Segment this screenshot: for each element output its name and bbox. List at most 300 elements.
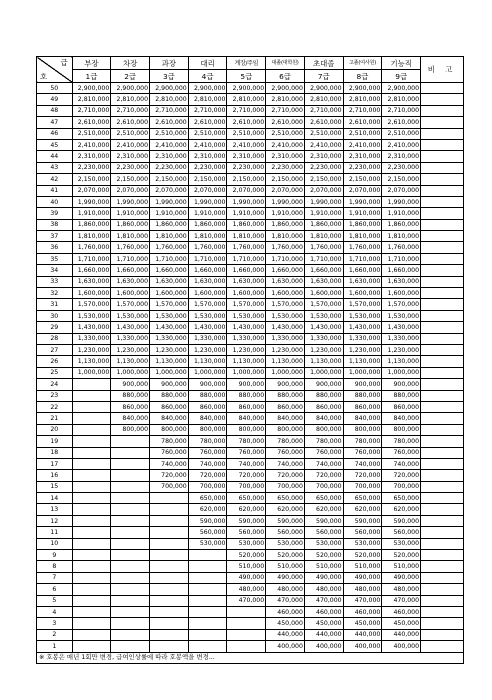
salary-cell-grade-8: 2,070,000	[343, 185, 382, 196]
salary-cell-grade-1: 2,230,000	[72, 162, 111, 173]
step-number-cell: 41	[37, 185, 73, 196]
salary-cell-grade-2: 1,530,000	[111, 310, 150, 321]
table-row	[37, 231, 464, 242]
step-number-cell: 35	[37, 253, 73, 264]
step-number-cell: 7	[37, 572, 73, 583]
salary-cell-grade-5: 1,660,000	[227, 265, 266, 276]
salary-cell-grade-2: 1,660,000	[111, 265, 150, 276]
table-row	[37, 618, 464, 629]
salary-cell-grade-1: 2,070,000	[72, 185, 111, 196]
salary-cell-grade-2: 2,710,000	[111, 105, 150, 116]
salary-cell-grade-8: 490,000	[343, 572, 382, 583]
salary-cell-grade-2	[111, 595, 150, 606]
salary-cell-grade-1: 1,990,000	[72, 196, 111, 207]
table-row	[37, 550, 464, 561]
table-row	[37, 572, 464, 583]
salary-cell-grade-7: 1,230,000	[304, 344, 343, 355]
salary-cell-grade-3	[150, 606, 189, 617]
salary-cell-grade-3: 1,760,000	[150, 242, 189, 253]
salary-cell-grade-2: 1,810,000	[111, 231, 150, 242]
salary-cell-grade-5: 860,000	[227, 401, 266, 412]
salary-cell-grade-3	[150, 504, 189, 515]
salary-cell-grade-6: 400,000	[266, 641, 305, 652]
salary-cell-grade-1	[72, 606, 111, 617]
salary-cell-grade-4: 1,600,000	[188, 288, 227, 299]
remarks-cell	[421, 367, 464, 378]
salary-cell-grade-5: 840,000	[227, 413, 266, 424]
remarks-cell	[421, 231, 464, 242]
salary-cell-grade-4: 780,000	[188, 436, 227, 447]
salary-cell-grade-9: 460,000	[382, 606, 421, 617]
grade-header-3: 3급	[150, 70, 189, 83]
salary-cell-grade-4: 860,000	[188, 401, 227, 412]
salary-cell-grade-2: 2,070,000	[111, 185, 150, 196]
salary-cell-grade-6: 740,000	[266, 458, 305, 469]
salary-cell-grade-5	[227, 618, 266, 629]
salary-cell-grade-8: 400,000	[343, 641, 382, 652]
salary-cell-grade-9: 1,130,000	[382, 356, 421, 367]
remarks-cell	[421, 527, 464, 538]
salary-cell-grade-9: 1,760,000	[382, 242, 421, 253]
salary-cell-grade-5: 1,000,000	[227, 367, 266, 378]
step-number-cell: 5	[37, 595, 73, 606]
salary-cell-grade-9: 1,810,000	[382, 231, 421, 242]
salary-cell-grade-6: 650,000	[266, 493, 305, 504]
table-row	[37, 367, 464, 378]
step-number-cell: 31	[37, 299, 73, 310]
salary-cell-grade-3: 1,910,000	[150, 208, 189, 219]
salary-cell-grade-8: 2,150,000	[343, 174, 382, 185]
salary-cell-grade-2: 1,630,000	[111, 276, 150, 287]
grade-header-4: 4급	[188, 70, 227, 83]
salary-cell-grade-1	[72, 595, 111, 606]
salary-cell-grade-6: 860,000	[266, 401, 305, 412]
salary-cell-grade-2	[111, 470, 150, 481]
salary-cell-grade-5: 1,130,000	[227, 356, 266, 367]
salary-cell-grade-7: 1,910,000	[304, 208, 343, 219]
salary-cell-grade-1	[72, 504, 111, 515]
remarks-cell	[421, 288, 464, 299]
salary-cell-grade-8: 880,000	[343, 390, 382, 401]
salary-cell-grade-1: 1,710,000	[72, 253, 111, 264]
step-number-cell: 10	[37, 538, 73, 549]
salary-cell-grade-7: 2,310,000	[304, 151, 343, 162]
salary-cell-grade-8: 720,000	[343, 470, 382, 481]
salary-cell-grade-9: 2,900,000	[382, 83, 421, 94]
salary-cell-grade-3	[150, 584, 189, 595]
salary-cell-grade-2	[111, 641, 150, 652]
salary-cell-grade-4: 1,430,000	[188, 322, 227, 333]
table-row	[37, 493, 464, 504]
salary-cell-grade-7: 650,000	[304, 493, 343, 504]
salary-cell-grade-3	[150, 561, 189, 572]
salary-cell-grade-6: 760,000	[266, 447, 305, 458]
salary-cell-grade-9: 840,000	[382, 413, 421, 424]
remarks-cell	[421, 618, 464, 629]
salary-cell-grade-6: 1,130,000	[266, 356, 305, 367]
salary-cell-grade-8: 2,310,000	[343, 151, 382, 162]
table-row	[37, 219, 464, 230]
salary-cell-grade-2	[111, 515, 150, 526]
salary-cell-grade-4: 2,900,000	[188, 83, 227, 94]
position-header-2: 차장	[111, 57, 150, 70]
salary-cell-grade-1	[72, 561, 111, 572]
step-number-cell: 13	[37, 504, 73, 515]
salary-cell-grade-6: 2,310,000	[266, 151, 305, 162]
salary-cell-grade-5: 2,810,000	[227, 94, 266, 105]
grade-header-6: 6급	[266, 70, 305, 83]
salary-cell-grade-7: 560,000	[304, 527, 343, 538]
salary-cell-grade-5: 720,000	[227, 470, 266, 481]
salary-cell-grade-1	[72, 458, 111, 469]
salary-cell-grade-6: 1,630,000	[266, 276, 305, 287]
salary-cell-grade-3: 1,710,000	[150, 253, 189, 264]
salary-cell-grade-8: 1,330,000	[343, 333, 382, 344]
salary-cell-grade-1	[72, 436, 111, 447]
table-row	[37, 390, 464, 401]
salary-cell-grade-6: 1,760,000	[266, 242, 305, 253]
salary-cell-grade-1	[72, 413, 111, 424]
salary-cell-grade-7: 460,000	[304, 606, 343, 617]
salary-cell-grade-6: 2,510,000	[266, 128, 305, 139]
salary-cell-grade-9: 1,430,000	[382, 322, 421, 333]
salary-cell-grade-6: 480,000	[266, 584, 305, 595]
salary-cell-grade-5: 1,910,000	[227, 208, 266, 219]
salary-cell-grade-6: 1,600,000	[266, 288, 305, 299]
salary-cell-grade-2	[111, 606, 150, 617]
salary-cell-grade-7: 880,000	[304, 390, 343, 401]
salary-cell-grade-1	[72, 538, 111, 549]
salary-cell-grade-1	[72, 401, 111, 412]
grade-step-corner-header	[37, 57, 73, 83]
salary-cell-grade-2: 1,990,000	[111, 196, 150, 207]
salary-cell-grade-5: 760,000	[227, 447, 266, 458]
salary-cell-grade-1: 1,860,000	[72, 219, 111, 230]
salary-cell-grade-8: 2,510,000	[343, 128, 382, 139]
salary-cell-grade-4	[188, 641, 227, 652]
salary-cell-grade-2: 2,900,000	[111, 83, 150, 94]
salary-cell-grade-4: 1,710,000	[188, 253, 227, 264]
table-row	[37, 94, 464, 105]
salary-cell-grade-4: 560,000	[188, 527, 227, 538]
salary-cell-grade-7: 530,000	[304, 538, 343, 549]
salary-cell-grade-7: 1,860,000	[304, 219, 343, 230]
salary-cell-grade-3: 1,530,000	[150, 310, 189, 321]
salary-cell-grade-7: 1,600,000	[304, 288, 343, 299]
salary-cell-grade-3: 2,150,000	[150, 174, 189, 185]
remarks-cell	[421, 344, 464, 355]
table-row	[37, 242, 464, 253]
salary-cell-grade-5: 1,570,000	[227, 299, 266, 310]
salary-cell-grade-7: 590,000	[304, 515, 343, 526]
salary-cell-grade-6: 440,000	[266, 629, 305, 640]
salary-cell-grade-7: 740,000	[304, 458, 343, 469]
salary-cell-grade-7: 860,000	[304, 401, 343, 412]
salary-cell-grade-7: 900,000	[304, 379, 343, 390]
salary-cell-grade-8: 440,000	[343, 629, 382, 640]
step-number-cell: 49	[37, 94, 73, 105]
salary-cell-grade-4: 800,000	[188, 424, 227, 435]
salary-cell-grade-1: 2,900,000	[72, 83, 111, 94]
salary-cell-grade-6: 1,910,000	[266, 208, 305, 219]
table-row	[37, 322, 464, 333]
salary-grade-table-sheet	[36, 56, 464, 664]
salary-cell-grade-3	[150, 595, 189, 606]
salary-cell-grade-3	[150, 618, 189, 629]
salary-table-body	[37, 83, 464, 653]
salary-cell-grade-1: 1,130,000	[72, 356, 111, 367]
salary-cell-grade-3	[150, 527, 189, 538]
salary-cell-grade-3: 740,000	[150, 458, 189, 469]
step-number-cell: 11	[37, 527, 73, 538]
salary-cell-grade-9: 2,510,000	[382, 128, 421, 139]
salary-cell-grade-1	[72, 550, 111, 561]
salary-cell-grade-2: 2,310,000	[111, 151, 150, 162]
salary-cell-grade-3: 2,900,000	[150, 83, 189, 94]
salary-cell-grade-1: 1,760,000	[72, 242, 111, 253]
remarks-cell	[421, 572, 464, 583]
table-row	[37, 538, 464, 549]
salary-cell-grade-9: 880,000	[382, 390, 421, 401]
salary-cell-grade-5: 590,000	[227, 515, 266, 526]
step-number-cell: 19	[37, 436, 73, 447]
salary-cell-grade-8: 1,230,000	[343, 344, 382, 355]
salary-cell-grade-1	[72, 641, 111, 652]
salary-cell-grade-8: 2,710,000	[343, 105, 382, 116]
salary-cell-grade-9: 1,860,000	[382, 219, 421, 230]
step-number-cell: 23	[37, 390, 73, 401]
grade-header-1: 1급	[72, 70, 111, 83]
salary-cell-grade-1: 1,630,000	[72, 276, 111, 287]
step-number-cell: 28	[37, 333, 73, 344]
corner-step-label: 호	[40, 72, 48, 81]
salary-cell-grade-4: 2,230,000	[188, 162, 227, 173]
salary-cell-grade-8: 530,000	[343, 538, 382, 549]
step-number-cell: 3	[37, 618, 73, 629]
salary-cell-grade-7: 2,710,000	[304, 105, 343, 116]
salary-cell-grade-4: 650,000	[188, 493, 227, 504]
remarks-cell	[421, 424, 464, 435]
position-header-6: 대졸(대학원)	[266, 57, 305, 70]
salary-cell-grade-5: 900,000	[227, 379, 266, 390]
salary-cell-grade-1: 1,600,000	[72, 288, 111, 299]
salary-cell-grade-2: 1,860,000	[111, 219, 150, 230]
remarks-header: 비 고	[421, 57, 464, 83]
remarks-cell	[421, 356, 464, 367]
salary-cell-grade-7: 440,000	[304, 629, 343, 640]
table-row	[37, 504, 464, 515]
salary-cell-grade-4: 2,710,000	[188, 105, 227, 116]
remarks-cell	[421, 470, 464, 481]
salary-cell-grade-4: 1,810,000	[188, 231, 227, 242]
salary-cell-grade-8: 840,000	[343, 413, 382, 424]
salary-cell-grade-1: 1,000,000	[72, 367, 111, 378]
salary-cell-grade-2	[111, 458, 150, 469]
salary-cell-grade-2: 1,000,000	[111, 367, 150, 378]
salary-cell-grade-5: 1,760,000	[227, 242, 266, 253]
salary-cell-grade-4: 2,310,000	[188, 151, 227, 162]
table-row	[37, 606, 464, 617]
salary-cell-grade-6: 2,070,000	[266, 185, 305, 196]
salary-cell-grade-1: 2,310,000	[72, 151, 111, 162]
salary-cell-grade-9: 1,330,000	[382, 333, 421, 344]
salary-cell-grade-2: 1,710,000	[111, 253, 150, 264]
salary-cell-grade-5: 1,600,000	[227, 288, 266, 299]
salary-cell-grade-6: 450,000	[266, 618, 305, 629]
salary-cell-grade-2	[111, 481, 150, 492]
salary-cell-grade-5: 2,070,000	[227, 185, 266, 196]
grade-header-7: 7급	[304, 70, 343, 83]
step-number-cell: 12	[37, 515, 73, 526]
salary-cell-grade-2: 1,430,000	[111, 322, 150, 333]
salary-cell-grade-4: 1,530,000	[188, 310, 227, 321]
salary-cell-grade-6: 1,810,000	[266, 231, 305, 242]
grade-header-2: 2급	[111, 70, 150, 83]
salary-cell-grade-7: 800,000	[304, 424, 343, 435]
remarks-cell	[421, 413, 464, 424]
salary-cell-grade-9: 740,000	[382, 458, 421, 469]
salary-cell-grade-8: 1,000,000	[343, 367, 382, 378]
position-header-4: 대리	[188, 57, 227, 70]
position-header-9: 기능직	[382, 57, 421, 70]
salary-cell-grade-9: 1,570,000	[382, 299, 421, 310]
salary-cell-grade-7: 480,000	[304, 584, 343, 595]
salary-cell-grade-3: 2,810,000	[150, 94, 189, 105]
table-row	[37, 128, 464, 139]
salary-cell-grade-5: 2,610,000	[227, 117, 266, 128]
salary-cell-grade-7: 1,990,000	[304, 196, 343, 207]
salary-cell-grade-6: 2,710,000	[266, 105, 305, 116]
table-row	[37, 333, 464, 344]
salary-cell-grade-1: 2,150,000	[72, 174, 111, 185]
salary-cell-grade-8: 740,000	[343, 458, 382, 469]
salary-cell-grade-3: 2,310,000	[150, 151, 189, 162]
step-number-cell: 6	[37, 584, 73, 595]
table-row	[37, 265, 464, 276]
salary-cell-grade-9: 800,000	[382, 424, 421, 435]
salary-cell-grade-3	[150, 641, 189, 652]
salary-cell-grade-6: 900,000	[266, 379, 305, 390]
salary-cell-grade-2	[111, 550, 150, 561]
salary-cell-grade-2	[111, 527, 150, 538]
salary-cell-grade-3: 1,230,000	[150, 344, 189, 355]
salary-cell-grade-3: 1,130,000	[150, 356, 189, 367]
salary-cell-grade-9: 760,000	[382, 447, 421, 458]
salary-cell-grade-9: 590,000	[382, 515, 421, 526]
salary-cell-grade-9: 860,000	[382, 401, 421, 412]
salary-cell-grade-6: 510,000	[266, 561, 305, 572]
table-row	[37, 561, 464, 572]
salary-cell-grade-4: 620,000	[188, 504, 227, 515]
salary-cell-grade-4	[188, 561, 227, 572]
corner-grade-label: 급	[60, 58, 68, 67]
remarks-cell	[421, 139, 464, 150]
position-header-7: 초대졸	[304, 57, 343, 70]
remarks-cell	[421, 299, 464, 310]
salary-cell-grade-7: 2,810,000	[304, 94, 343, 105]
salary-cell-grade-4: 1,910,000	[188, 208, 227, 219]
salary-cell-grade-3: 800,000	[150, 424, 189, 435]
table-row	[37, 288, 464, 299]
salary-cell-grade-9: 2,410,000	[382, 139, 421, 150]
salary-cell-grade-7: 400,000	[304, 641, 343, 652]
salary-cell-grade-9: 530,000	[382, 538, 421, 549]
salary-cell-grade-1	[72, 379, 111, 390]
salary-cell-grade-6: 700,000	[266, 481, 305, 492]
salary-cell-grade-3: 840,000	[150, 413, 189, 424]
salary-cell-grade-1: 1,530,000	[72, 310, 111, 321]
salary-cell-grade-4: 1,330,000	[188, 333, 227, 344]
table-row	[37, 595, 464, 606]
salary-cell-grade-9: 450,000	[382, 618, 421, 629]
salary-cell-grade-2: 2,230,000	[111, 162, 150, 173]
salary-cell-grade-5: 2,510,000	[227, 128, 266, 139]
salary-cell-grade-4: 1,630,000	[188, 276, 227, 287]
salary-grade-table	[36, 56, 464, 664]
step-number-cell: 43	[37, 162, 73, 173]
salary-cell-grade-4	[188, 595, 227, 606]
salary-cell-grade-7: 1,760,000	[304, 242, 343, 253]
salary-cell-grade-5: 2,710,000	[227, 105, 266, 116]
salary-cell-grade-6: 560,000	[266, 527, 305, 538]
salary-cell-grade-4: 1,130,000	[188, 356, 227, 367]
salary-cell-grade-7: 840,000	[304, 413, 343, 424]
salary-cell-grade-7: 700,000	[304, 481, 343, 492]
table-row	[37, 470, 464, 481]
salary-cell-grade-1	[72, 481, 111, 492]
step-number-cell: 26	[37, 356, 73, 367]
salary-cell-grade-5: 1,430,000	[227, 322, 266, 333]
salary-cell-grade-5: 1,630,000	[227, 276, 266, 287]
remarks-cell	[421, 128, 464, 139]
salary-cell-grade-3: 860,000	[150, 401, 189, 412]
salary-cell-grade-3: 2,510,000	[150, 128, 189, 139]
table-row	[37, 208, 464, 219]
salary-cell-grade-4: 720,000	[188, 470, 227, 481]
salary-cell-grade-1: 1,430,000	[72, 322, 111, 333]
step-number-cell: 20	[37, 424, 73, 435]
salary-cell-grade-5: 1,990,000	[227, 196, 266, 207]
salary-cell-grade-1: 2,510,000	[72, 128, 111, 139]
salary-cell-grade-8: 760,000	[343, 447, 382, 458]
position-header-5: 계장/주임	[227, 57, 266, 70]
salary-cell-grade-3: 1,600,000	[150, 288, 189, 299]
salary-cell-grade-6: 2,230,000	[266, 162, 305, 173]
salary-cell-grade-7: 2,230,000	[304, 162, 343, 173]
table-row	[37, 83, 464, 94]
salary-cell-grade-9: 2,310,000	[382, 151, 421, 162]
salary-cell-grade-3: 1,990,000	[150, 196, 189, 207]
salary-cell-grade-7: 470,000	[304, 595, 343, 606]
salary-cell-grade-6: 880,000	[266, 390, 305, 401]
table-row	[37, 447, 464, 458]
salary-cell-grade-9: 650,000	[382, 493, 421, 504]
salary-cell-grade-8: 2,410,000	[343, 139, 382, 150]
salary-cell-grade-7: 450,000	[304, 618, 343, 629]
salary-cell-grade-2	[111, 618, 150, 629]
remarks-cell	[421, 276, 464, 287]
salary-cell-grade-6: 2,150,000	[266, 174, 305, 185]
salary-cell-grade-1: 2,810,000	[72, 94, 111, 105]
salary-cell-grade-1: 1,230,000	[72, 344, 111, 355]
footer-note-row	[37, 652, 464, 663]
salary-cell-grade-8: 1,710,000	[343, 253, 382, 264]
salary-cell-grade-1: 2,610,000	[72, 117, 111, 128]
salary-cell-grade-9: 2,610,000	[382, 117, 421, 128]
step-number-cell: 2	[37, 629, 73, 640]
remarks-cell	[421, 196, 464, 207]
salary-cell-grade-8: 1,760,000	[343, 242, 382, 253]
